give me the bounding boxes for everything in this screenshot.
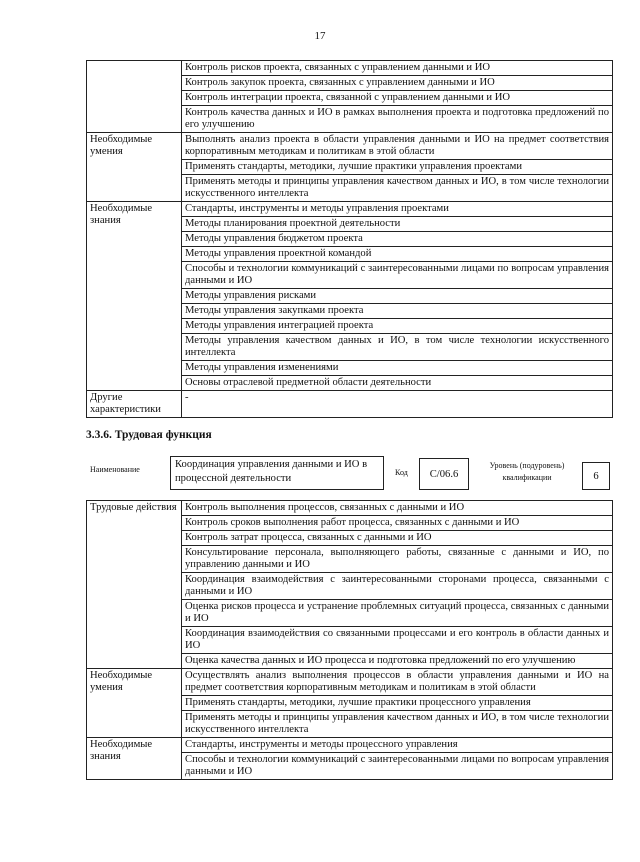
level-value: 6 (582, 462, 610, 490)
table-cell: Контроль качества данных и ИО в рамках выполнения проекта и подготовка предложений по его улучшению (182, 106, 613, 133)
table-cell: Оценка качества данных и ИО процесса и подготовка предложений по его улучшению (182, 654, 613, 669)
table-cell: Методы планирования проектной деятельности (182, 217, 613, 232)
table-cell: Стандарты, инструменты и методы процессного управления (182, 738, 613, 753)
table-cell: Основы отраслевой предметной области деятельности (182, 376, 613, 391)
table-cell: Применять стандарты, методики, лучшие практики управления проектами (182, 160, 613, 175)
table-row (87, 133, 613, 160)
table-cell: Консультирование персонала, выполняющего работы, связанные с данными и ИО, по управлению данными и ИО (182, 546, 613, 573)
table-row (87, 738, 613, 753)
table-row (87, 669, 613, 696)
table-cell: Способы и технологии коммуникаций с заинтересованными лицами по вопросам управления данными и ИО (182, 262, 613, 289)
table-cell: Методы управления проектной командой (182, 247, 613, 262)
table-cell: Контроль рисков проекта, связанных с управлением данными и ИО (182, 61, 613, 76)
skills-label: Необходимые умения (87, 133, 182, 202)
table-cell: Способы и технологии коммуникаций с заинтересованными лицами по вопросам управления данными и ИО (182, 753, 613, 780)
table-cell: Координация взаимодействия с заинтересованными сторонами процесса, связанными с данными и ИО (182, 573, 613, 600)
table-cell: Координация взаимодействия со связанными процессами и его контроль в области данных и ИО (182, 627, 613, 654)
table-row (87, 61, 613, 76)
table-cell: Применять методы и принципы управления качеством данных и ИО, в том числе технологии искусственного интеллекта (182, 175, 613, 202)
other-characteristics-label: Другие характеристики (87, 391, 182, 418)
table-cell: Методы управления изменениями (182, 361, 613, 376)
actions-label: Трудовые действия (87, 501, 182, 669)
table-cell: Методы управления интеграцией проекта (182, 319, 613, 334)
table-cell: Оценка рисков процесса и устранение проблемных ситуаций процесса, связанных с данными и ИО (182, 600, 613, 627)
table-cell: Методы управления закупками проекта (182, 304, 613, 319)
table-cell: Выполнять анализ проекта в области управления данными и ИО на предмет соответствия корпоративным методикам и политикам в этой области (182, 133, 613, 160)
table-cell: Применять методы и принципы управления качеством данных и ИО, в том числе технологии искусственного интеллекта (182, 711, 613, 738)
table-cell: Методы управления рисками (182, 289, 613, 304)
code-label: Код (395, 468, 408, 477)
table-row (87, 391, 613, 418)
table-row (87, 501, 613, 516)
table-cell: Контроль затрат процесса, связанных с данными и ИО (182, 531, 613, 546)
knowledge-label: Необходимые знания (87, 202, 182, 391)
label-cell-empty (87, 61, 182, 133)
code-value: C/06.6 (419, 458, 469, 490)
section-heading: 3.3.6. Трудовая функция (86, 429, 212, 441)
name-label: Наименование (90, 465, 140, 474)
skills-label: Необходимые умения (87, 669, 182, 738)
table-cell: Применять стандарты, методики, лучшие практики процессного управления (182, 696, 613, 711)
table-cell: Контроль выполнения процессов, связанных с данными и ИО (182, 501, 613, 516)
knowledge-label: Необходимые знания (87, 738, 182, 780)
labor-function-table (86, 500, 613, 780)
table-cell: Стандарты, инструменты и методы управления проектами (182, 202, 613, 217)
table-cell: Контроль сроков выполнения работ процесса, связанных с данными и ИО (182, 516, 613, 531)
page-number: 17 (314, 30, 326, 42)
table-cell: - (182, 391, 613, 418)
table-cell: Осуществлять анализ выполнения процессов в области управления данными и ИО на предмет соответствия корпоративным методикам и политикам в этой области (182, 669, 613, 696)
name-value: Координация управления данными и ИО в процессной деятельности (170, 456, 384, 490)
table-row (87, 202, 613, 217)
table-cell: Контроль интеграции проекта, связанной с управлением данными и ИО (182, 91, 613, 106)
labor-function-table-continued (86, 60, 613, 418)
table-cell: Методы управления бюджетом проекта (182, 232, 613, 247)
table-cell: Методы управления качеством данных и ИО, в том числе технологии искусственного интеллекта (182, 334, 613, 361)
level-label: Уровень (подуровень) квалификации (489, 461, 565, 482)
table-cell: Контроль закупок проекта, связанных с управлением данными и ИО (182, 76, 613, 91)
